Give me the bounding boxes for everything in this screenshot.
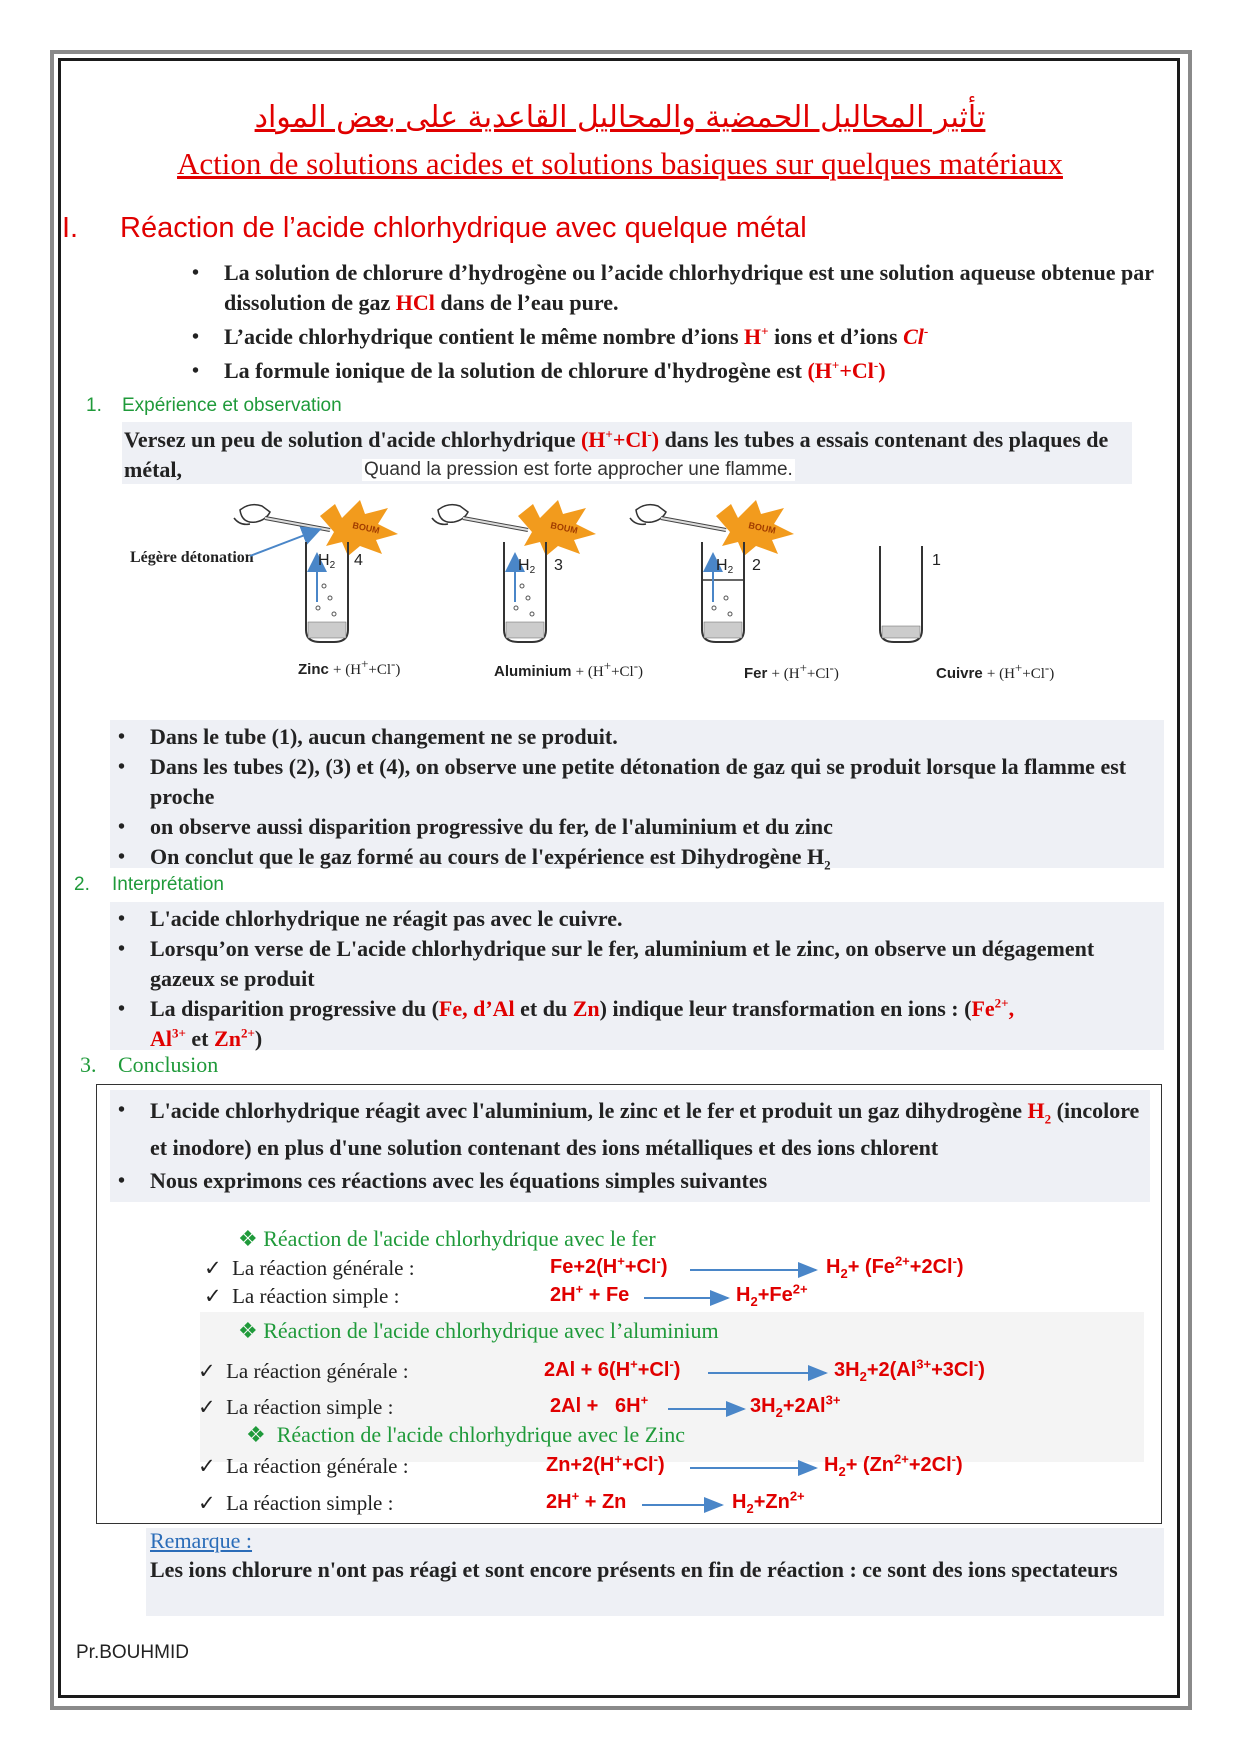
section-1-heading — [62, 212, 807, 245]
tube-number: 3 — [554, 557, 563, 574]
list-item: • La solution de chlorure d’hydrogène ou l’acide chlorhydrique est une solution aqueuse obtenue par dissolution de gaz HCl dans de l’eau pure. — [186, 258, 1156, 318]
equation-zn-simple-products: $H_2+Zn^{2+}$ — [732, 1488, 805, 1516]
subheading-interpretation: 2. Interprétation — [74, 874, 224, 895]
tube-1 — [880, 546, 941, 642]
detonation-label: Légère détonation — [130, 549, 254, 566]
reaction-zn-general: ✓ La réaction générale : — [198, 1454, 409, 1478]
french-title: Action de solutions acides et solutions basiques sur quelques matériaux — [177, 146, 1063, 181]
reaction-zn-simple: ✓ La réaction simple : — [198, 1491, 394, 1515]
tube-label-cuivre: Cuivre + (H++Cl-) — [936, 660, 1055, 682]
equation-zn-simple: 2H+ + Zn — [546, 1488, 627, 1513]
list-item: • Lorsqu’on verse de L'acide chlorhydrique sur le fer, aluminium et le zinc, on observe un dégagement gazeux se produit — [112, 934, 1152, 994]
equation-fe-general-products: $H_2+ (Fe^{2+}+2Cl^-)$ — [826, 1253, 964, 1281]
list-item: • La formule ionique de la solution de chlorure d'hydrogène est (H++Cl-) — [186, 356, 1156, 386]
equation-al-simple: 2Al + 6H+ — [550, 1392, 649, 1417]
section-1-title: Réaction de l’acide chlorhydrique avec quelque métal — [120, 212, 807, 244]
equation-zn-general: Zn+2(H++Cl-) — [546, 1451, 665, 1476]
gas-label: H2 — [518, 557, 536, 576]
match-flame-2 — [630, 500, 794, 556]
list-item: • L’acide chlorhydrique contient le même nombre d’ions H+ ions et d’ions Cl- — [186, 322, 1156, 352]
tube-3 — [504, 542, 563, 642]
remark-text: Les ions chlorure n'ont pas réagi et sont encore présents en fin de réaction : ce sont des ions spectateurs — [150, 1557, 1118, 1582]
boum-text: BOUM — [747, 520, 777, 536]
reaction-al-heading: ❖ Réaction de l'acide chlorhydrique avec l’aluminium — [238, 1318, 719, 1343]
match-flame-4 — [234, 500, 398, 556]
interpretation-list — [112, 904, 1152, 1054]
tube-number: 1 — [932, 552, 941, 569]
section-1-number: I. — [62, 212, 79, 244]
reaction-fe-general: ✓ La réaction générale : — [204, 1256, 415, 1280]
reaction-fe-heading: ❖ Réaction de l'acide chlorhydrique avec le fer — [238, 1226, 656, 1251]
list-item: • Nous exprimons ces réactions avec les équations simples suivantes — [112, 1166, 1152, 1196]
boum-text: BOUM — [351, 520, 381, 536]
tube-label-zinc: Zinc + (H++Cl-) — [298, 656, 401, 678]
gas-label: H2 — [716, 557, 734, 576]
equation-al-general: 2Al + 6(H++Cl-) — [544, 1356, 681, 1381]
reaction-al-general: ✓ La réaction générale : — [198, 1359, 409, 1383]
equation-zn-general-products: $H_2+ (Zn^{2+}+2Cl^-)$ — [824, 1451, 963, 1479]
footer-author: Pr.BOUHMID — [76, 1642, 189, 1663]
list-item: • Dans le tube (1), aucun changement ne se produit. — [112, 722, 1152, 752]
equation-fe-general: Fe+2(H++Cl-) — [550, 1253, 668, 1278]
list-item: • Dans les tubes (2), (3) et (4), on observe une petite détonation de gaz qui se produit lorsque la flamme est proche — [112, 752, 1152, 812]
list-item: • On conclut que le gaz formé au cours de l'expérience est Dihydrogène $H_2$ — [112, 842, 1152, 872]
conclusion-list — [112, 1092, 1152, 1196]
observations-list — [112, 722, 1152, 872]
arabic-title: تأثير المحاليل الحمضية والمحاليل القاعدية على بعض المواد — [254, 100, 986, 135]
experience-text: Versez un peu de solution d'acide chlorhydrique (H++Cl-) dans les tubes a essais contenant des plaques de métal, — [124, 426, 1109, 482]
tube-label-aluminium: Aluminium + (H++Cl-) — [494, 658, 644, 680]
list-item: • La disparition progressive du (Fe, d’Al et du Zn) indique leur transformation en ions : ($Fe^{2+}$, $Al^{3+}$ et $Zn^{2+}$) — [112, 994, 1152, 1054]
reaction-zn-heading: ❖ Réaction de l'acide chlorhydrique avec le Zinc — [246, 1422, 686, 1447]
intro-list — [186, 258, 1156, 386]
equation-fe-simple: 2H+ + Fe — [550, 1281, 630, 1306]
reaction-fe-simple: ✓ La réaction simple : — [204, 1284, 400, 1308]
tube-2 — [702, 542, 761, 642]
detonation-arrow — [250, 530, 318, 556]
equation-al-simple-products: $3H_2+2Al^{3+}$ — [750, 1392, 841, 1420]
equation-al-general-products: $3H_2+2(Al^{3+}+3Cl^-)$ — [834, 1356, 985, 1384]
list-item: • L'acide chlorhydrique réagit avec l'aluminium, le zinc et le fer et produit un gaz dihydrogène $H_2$ (incolore et inodore) en plus d'une solution contenant des ions métalliques et des ions chlorent — [112, 1092, 1152, 1166]
list-item: • L'acide chlorhydrique ne réagit pas avec le cuivre. — [112, 904, 1152, 934]
equation-fe-simple-products: $H_2+Fe^{2+}$ — [736, 1281, 808, 1309]
tube-number: 2 — [752, 557, 761, 574]
list-item: • on observe aussi disparition progressive du fer, de l'aluminium et du zinc — [112, 812, 1152, 842]
subheading-conclusion: 3. Conclusion — [80, 1052, 219, 1077]
gas-label: H2 — [318, 552, 336, 571]
boum-text: BOUM — [549, 520, 579, 536]
tube-4 — [306, 542, 363, 642]
match-flame-3 — [432, 500, 596, 556]
flame-instruction: Quand la pression est forte approcher une flamme. — [364, 459, 793, 480]
tube-label-fer: Fer + (H++Cl-) — [744, 660, 839, 682]
reaction-al-simple: ✓ La réaction simple : — [198, 1395, 394, 1419]
tube-number: 4 — [354, 552, 363, 569]
remark-title: Remarque : — [150, 1528, 253, 1553]
subheading-experience: 1. Expérience et observation — [86, 395, 342, 416]
